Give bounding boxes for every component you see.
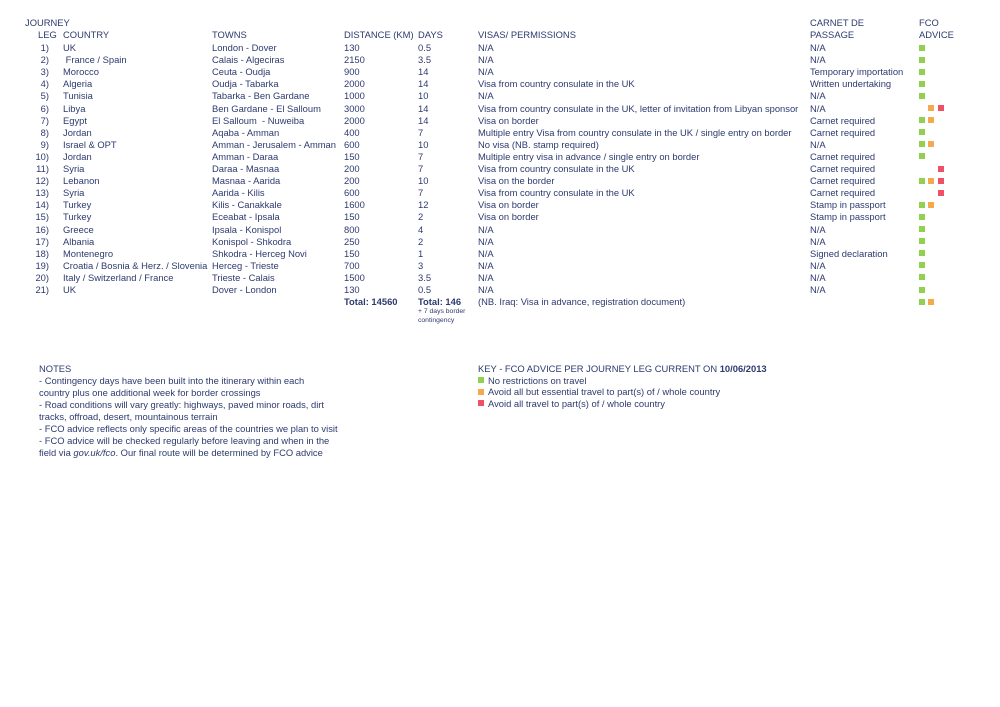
- green-square-icon: [478, 377, 484, 383]
- amber-square-icon: [928, 202, 934, 208]
- distance-cell: 2000: [344, 78, 365, 90]
- days-cell: 7: [418, 126, 424, 138]
- red-square-icon: [938, 178, 944, 184]
- country-cell: Albania: [63, 235, 95, 247]
- green-square-icon: [919, 93, 925, 99]
- visa-cell: Visa from country consulate in the UK: [478, 163, 635, 174]
- carnet-cell: Carnet required: [810, 150, 876, 162]
- leg-cell: 11): [36, 163, 49, 174]
- amber-square-icon: [928, 299, 934, 305]
- towns-cell: London - Dover: [212, 42, 277, 53]
- distance-cell: 400: [344, 126, 360, 138]
- country-cell: Turkey: [63, 199, 92, 211]
- carnet-cell: Stamp in passport: [810, 211, 886, 223]
- green-square-icon: [919, 262, 925, 268]
- visa-cell: Multiple entry visa in advance / single entry on border: [478, 150, 700, 162]
- total-distance: Total: 14560: [344, 296, 398, 307]
- leg-cell: 3): [40, 66, 49, 78]
- visa-cell: N/A: [478, 271, 494, 283]
- leg-cell: 19): [35, 259, 49, 271]
- green-square-icon: [919, 69, 925, 75]
- leg-cell: 16): [35, 223, 49, 235]
- notes-line: - Contingency days have been built into the itinerary within each: [39, 375, 305, 386]
- carnet-cell: Carnet required: [810, 114, 876, 126]
- days-cell: 3.5: [418, 271, 432, 283]
- leg-cell: 1): [40, 42, 49, 53]
- amber-square-icon: [478, 389, 484, 395]
- towns-cell: Aqaba - Amman: [212, 126, 280, 138]
- country-cell: Egypt: [63, 114, 87, 126]
- towns-cell: Trieste - Calais: [212, 271, 275, 283]
- key-item-amber: [478, 386, 767, 398]
- amber-square-icon: [928, 178, 934, 184]
- carnet-cell: Written undertaking: [810, 78, 892, 90]
- total-days: Total: 146: [418, 296, 462, 307]
- days-cell: 7: [418, 150, 424, 162]
- towns-cell: Konispol - Shkodra: [212, 235, 292, 247]
- journey-header: JOURNEY: [25, 17, 70, 28]
- distance-cell: 900: [344, 66, 360, 78]
- country-cell: Greece: [63, 223, 94, 235]
- leg-cell: 6): [40, 102, 49, 114]
- red-square-icon: [938, 105, 944, 111]
- days-cell: 1: [418, 247, 424, 259]
- distance-cell: 1500: [344, 271, 365, 283]
- distance-cell: 700: [344, 259, 360, 271]
- distance-cell: 150: [344, 247, 360, 259]
- amber-square-icon: [928, 141, 934, 147]
- key-label: No restrictions on travel: [488, 374, 587, 386]
- country-cell: Croatia / Bosnia & Herz. / Slovenia: [63, 259, 208, 271]
- carnet-cell: N/A: [810, 271, 826, 283]
- carnet-cell: Carnet required: [810, 163, 876, 174]
- green-square-icon: [919, 81, 925, 87]
- visa-cell: Visa on border: [478, 114, 539, 126]
- country-cell: Italy / Switzerland / France: [63, 271, 174, 283]
- green-square-icon: [919, 178, 925, 184]
- distance-cell: 2150: [344, 54, 365, 66]
- towns-cell: Ipsala - Konispol: [212, 223, 282, 235]
- country-cell: Morocco: [63, 66, 99, 78]
- leg-cell: 4): [40, 78, 49, 90]
- carnet-cell: N/A: [810, 54, 826, 66]
- days-cell: 14: [418, 78, 429, 90]
- amber-square-icon: [928, 105, 934, 111]
- visa-cell: Multiple entry Visa from country consulate in the UK / single entry on border: [478, 126, 792, 138]
- fco-link[interactable]: gov.uk/fco: [73, 447, 116, 458]
- distance-cell: 800: [344, 223, 360, 235]
- leg-cell: 17): [35, 235, 49, 247]
- towns-cell: Shkodra - Herceg Novi: [212, 247, 307, 259]
- visa-cell: Visa on border: [478, 199, 539, 211]
- carnet-cell: N/A: [810, 259, 826, 271]
- country-cell: Algeria: [63, 78, 93, 90]
- green-square-icon: [919, 129, 925, 135]
- country-cell: Libya: [63, 102, 86, 114]
- green-square-icon: [919, 226, 925, 232]
- towns-cell: Dover - London: [212, 284, 277, 295]
- days-cell: 4: [418, 223, 424, 235]
- distance-cell: 130: [344, 284, 360, 295]
- distance-cell: 600: [344, 138, 360, 150]
- distance-cell: 130: [344, 42, 360, 53]
- country-cell: Montenegro: [63, 247, 114, 259]
- country-cell: Syria: [63, 187, 85, 199]
- visa-cell: N/A: [478, 284, 494, 295]
- carnet-cell: N/A: [810, 90, 826, 102]
- leg-cell: 10): [35, 150, 49, 162]
- green-square-icon: [919, 238, 925, 244]
- towns-cell: Oudja - Tabarka: [212, 78, 279, 90]
- days-cell: 12: [418, 199, 429, 211]
- carnet-cell: Carnet required: [810, 175, 876, 187]
- carnet-cell: N/A: [810, 235, 826, 247]
- carnet-cell: Carnet required: [810, 126, 876, 138]
- leg-cell: 18): [35, 247, 49, 259]
- key-item-red: [478, 398, 767, 410]
- days-cell: 3.5: [418, 54, 432, 66]
- visa-cell: N/A: [478, 42, 494, 53]
- notes-last-suffix: . Our final route will be determined by FCO advice: [115, 447, 323, 458]
- towns-cell: Ben Gardane - El Salloum: [212, 102, 321, 114]
- days-cell: 14: [418, 114, 429, 126]
- carnet-cell: Stamp in passport: [810, 199, 886, 211]
- towns-cell: Tabarka - Ben Gardane: [212, 90, 310, 102]
- green-square-icon: [919, 57, 925, 63]
- days-cell: 2: [418, 211, 424, 223]
- days-cell: 7: [418, 163, 424, 174]
- days-cell: 10: [418, 175, 429, 187]
- visa-cell: Visa from country consulate in the UK: [478, 187, 635, 199]
- visa-cell: No visa (NB. stamp required): [478, 138, 599, 150]
- green-square-icon: [919, 299, 925, 305]
- days-cell: 10: [418, 138, 429, 150]
- red-square-icon: [938, 190, 944, 196]
- distance-cell: 150: [344, 150, 360, 162]
- days-cell: 0.5: [418, 284, 432, 295]
- leg-header: LEG: [38, 29, 57, 40]
- distance-header: DISTANCE (KM): [344, 29, 414, 40]
- country-cell: Lebanon: [63, 175, 100, 187]
- visa-cell: Visa from country consulate in the UK, letter of invitation from Libyan sponsor: [478, 102, 799, 114]
- leg-cell: 15): [35, 211, 49, 223]
- key-title: [478, 363, 767, 375]
- notes-title: NOTES: [39, 363, 72, 374]
- carnet-header-line2: PASSAGE: [810, 29, 855, 40]
- country-cell: Israel & OPT: [63, 138, 117, 150]
- fco-header-line1: FCO: [919, 17, 939, 28]
- notes-last-prefix: field via: [39, 447, 74, 458]
- visa-cell: N/A: [478, 54, 494, 66]
- fco-header-line2: ADVICE: [919, 29, 954, 40]
- country-header: COUNTRY: [63, 29, 110, 40]
- leg-cell: 20): [35, 271, 49, 283]
- green-square-icon: [919, 202, 925, 208]
- visa-cell: N/A: [478, 223, 494, 235]
- country-cell: France / Spain: [63, 54, 127, 66]
- country-cell: Jordan: [63, 150, 92, 162]
- key-label: Avoid all travel to part(s) of / whole country: [488, 397, 665, 409]
- visa-cell: N/A: [478, 90, 494, 102]
- notes-line: - FCO advice will be checked regularly before leaving and when in the: [39, 435, 330, 446]
- days-cell: 2: [418, 235, 424, 247]
- towns-cell: Ceuta - Oudja: [212, 66, 271, 78]
- towns-cell: Kilis - Canakkale: [212, 199, 282, 211]
- country-cell: Jordan: [63, 126, 92, 138]
- notes-line: tracks, offroad, desert, mountainous terrain: [39, 411, 218, 422]
- red-square-icon: [478, 400, 484, 406]
- towns-cell: Herceg - Trieste: [212, 259, 279, 271]
- green-square-icon: [919, 214, 925, 220]
- towns-cell: Calais - Algeciras: [212, 54, 285, 66]
- country-cell: Syria: [63, 163, 85, 174]
- towns-cell: Daraa - Masnaa: [212, 163, 280, 174]
- carnet-cell: Signed declaration: [810, 247, 888, 259]
- days-cell: 14: [418, 102, 429, 114]
- visa-cell: N/A: [478, 247, 494, 259]
- distance-cell: 600: [344, 187, 360, 199]
- iraq-visa-note: (NB. Iraq: Visa in advance, registration document): [478, 296, 686, 307]
- carnet-cell: N/A: [810, 42, 826, 53]
- carnet-cell: N/A: [810, 102, 826, 114]
- towns-cell: Masnaa - Aarida: [212, 175, 281, 187]
- towns-cell: Amman - Daraa: [212, 150, 279, 162]
- notes-section: [39, 363, 349, 459]
- country-cell: Turkey: [63, 211, 92, 223]
- visa-cell: Visa on border: [478, 211, 539, 223]
- towns-cell: Amman - Jerusalem - Amman: [212, 138, 336, 150]
- carnet-cell: Temporary importation: [810, 66, 904, 78]
- notes-line: - FCO advice reflects only specific areas of the countries we plan to visit: [39, 423, 338, 434]
- towns-cell: Eceabat - Ipsala: [212, 211, 280, 223]
- days-cell: 10: [418, 90, 429, 102]
- leg-cell: 7): [40, 114, 49, 126]
- distance-cell: 200: [344, 163, 360, 174]
- distance-cell: 150: [344, 211, 360, 223]
- carnet-header-line1: CARNET DE: [810, 17, 865, 28]
- leg-cell: 9): [40, 138, 49, 150]
- notes-line: - Road conditions will vary greatly: highways, paved minor roads, dirt: [39, 399, 325, 410]
- leg-cell: 14): [35, 199, 49, 211]
- towns-cell: El Salloum - Nuweiba: [212, 114, 305, 126]
- green-square-icon: [919, 153, 925, 159]
- country-cell: UK: [63, 42, 77, 53]
- days-cell: 7: [418, 187, 424, 199]
- distance-cell: 3000: [344, 102, 365, 114]
- carnet-cell: N/A: [810, 284, 826, 295]
- carnet-cell: Carnet required: [810, 187, 876, 199]
- visa-cell: Visa on the border: [478, 175, 555, 187]
- visa-cell: N/A: [478, 66, 494, 78]
- days-cell: 0.5: [418, 42, 432, 53]
- green-square-icon: [919, 117, 925, 123]
- green-square-icon: [919, 45, 925, 51]
- distance-cell: 1000: [344, 90, 365, 102]
- towns-header: TOWNS: [212, 29, 247, 40]
- visa-cell: Visa from country consulate in the UK: [478, 78, 635, 90]
- days-cell: 14: [418, 66, 429, 78]
- distance-cell: 200: [344, 175, 360, 187]
- leg-cell: 13): [35, 187, 49, 199]
- contingency-note-line1: + 7 days border: [418, 308, 466, 315]
- days-header: DAYS: [418, 29, 443, 40]
- key-date: 10/06/2013: [719, 363, 767, 374]
- carnet-cell: N/A: [810, 223, 826, 235]
- contingency-note-line2: contingency: [418, 317, 455, 324]
- days-cell: 3: [418, 259, 424, 271]
- distance-cell: 1600: [344, 199, 365, 211]
- visas-header: VISAS/ PERMISSIONS: [478, 29, 576, 40]
- amber-square-icon: [928, 117, 934, 123]
- green-square-icon: [919, 287, 925, 293]
- visa-cell: N/A: [478, 259, 494, 271]
- green-square-icon: [919, 250, 925, 256]
- key-label: Avoid all but essential travel to part(s) of / whole country: [488, 386, 721, 397]
- green-square-icon: [919, 274, 925, 280]
- leg-cell: 21): [35, 284, 49, 295]
- carnet-cell: N/A: [810, 138, 826, 150]
- country-cell: UK: [63, 284, 77, 295]
- leg-cell: 5): [40, 90, 49, 102]
- leg-cell: 12): [35, 175, 49, 187]
- key-item-green: [478, 375, 767, 387]
- leg-cell: 8): [40, 126, 49, 138]
- red-square-icon: [938, 166, 944, 172]
- green-square-icon: [919, 141, 925, 147]
- leg-cell: 2): [40, 54, 49, 66]
- country-cell: Tunisia: [63, 90, 93, 102]
- key-section: [478, 363, 767, 409]
- towns-cell: Aarida - Kilis: [212, 187, 265, 199]
- notes-line: country plus one additional week for border crossings: [39, 387, 261, 398]
- distance-cell: 250: [344, 235, 360, 247]
- distance-cell: 2000: [344, 114, 365, 126]
- key-title-text: KEY - FCO ADVICE PER JOURNEY LEG CURRENT ON: [478, 363, 720, 374]
- notes-line-last: [39, 447, 349, 459]
- visa-cell: N/A: [478, 235, 494, 247]
